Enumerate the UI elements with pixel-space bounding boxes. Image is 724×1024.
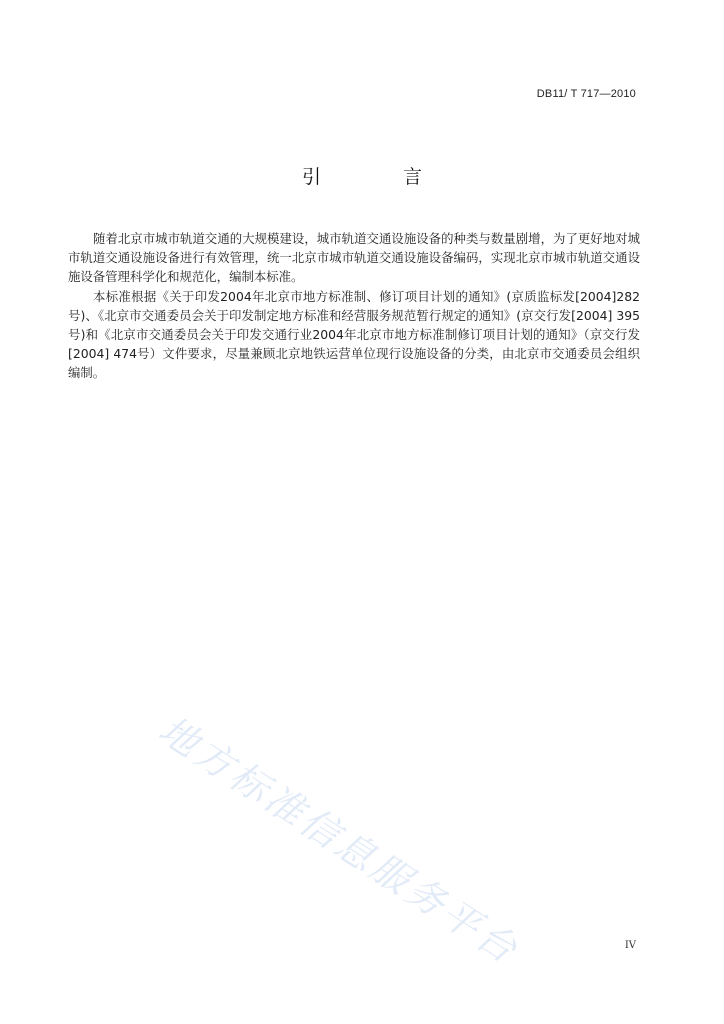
- watermark: 地方标准信息服务平台: [151, 707, 528, 974]
- section-title: 引 言: [301, 166, 461, 188]
- standard-code: DB11/ T 717—2010: [536, 88, 636, 100]
- paragraph-intro: 随着北京市城市轨道交通的大规模建设，城市轨道交通设施设备的种类与数量剧增，为了更好地对城市轨道交通设施设备进行有效管理，统一北京市城市轨道交通设施设备编码，实现北京市城市轨道交通设施设备管理科学化和规范化，编制本标准。: [68, 231, 640, 285]
- page-number: IV: [624, 940, 636, 951]
- body-text: [68, 229, 640, 383]
- paragraph-basis: 本标准根据《关于印发2004年北京市地方标准制、修订项目计划的通知》(京质监标发[2004]282号)、《北京市交通委员会关于印发制定地方标准和经营服务规范暂行规定的通知》(京交行发[2004] 395号)和《北京市交通委员会关于印发交通行业2004年北京市地方标准制修订项目计划的通知》（京交行发[2004] 474号）文件要求，尽量兼顾北京地铁运营单位现行设施设备的分类，由北京市交通委员会组织编制。: [68, 288, 640, 381]
